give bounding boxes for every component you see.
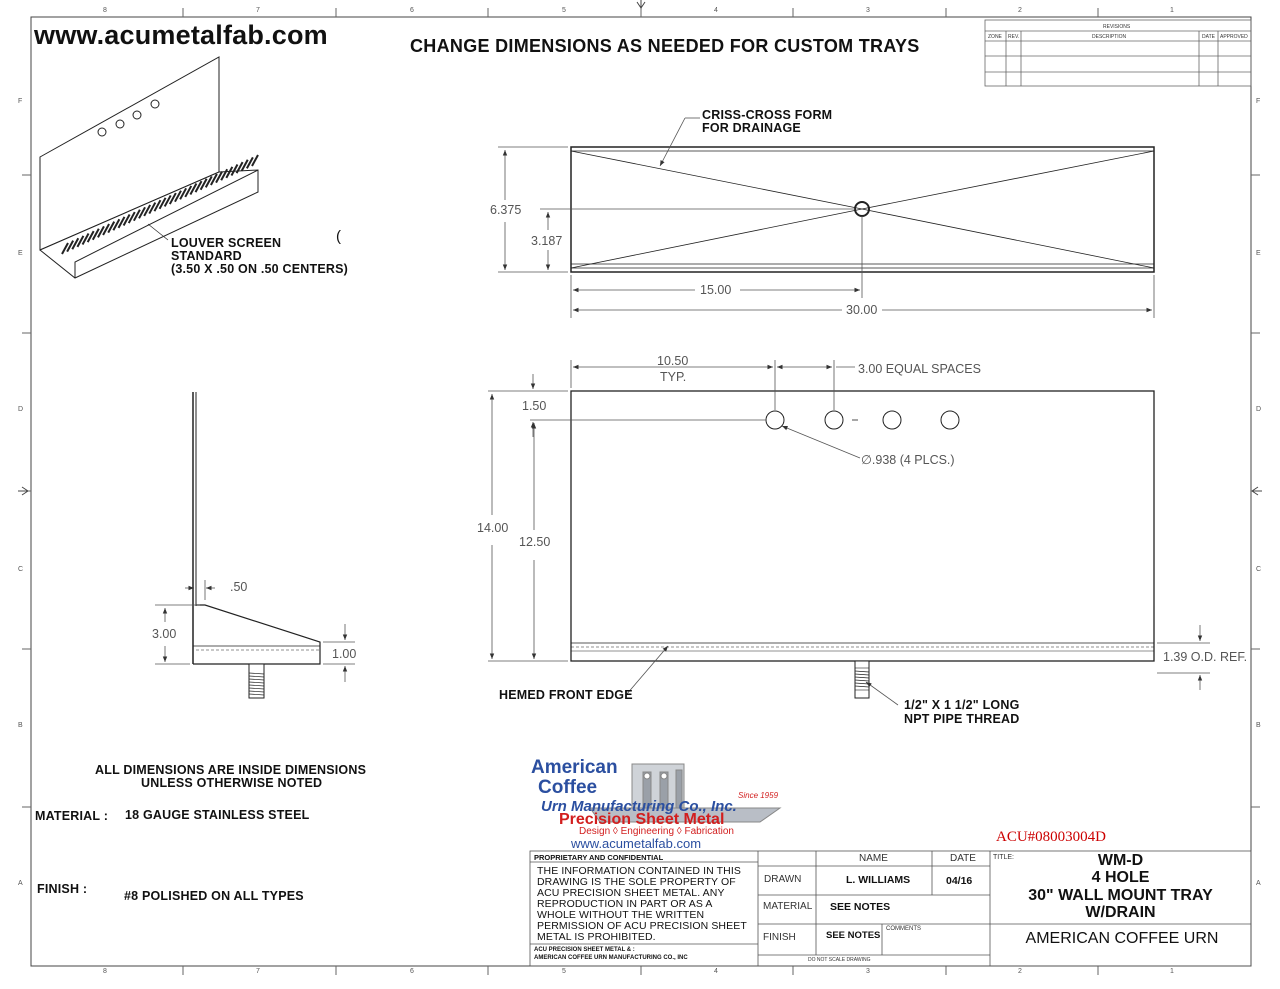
dim-first-hole: 10.50 <box>657 354 689 368</box>
rev-col-approved: APPROVED <box>1220 34 1248 40</box>
louver-callout-2: STANDARD <box>171 249 242 263</box>
stray-paren: ( <box>336 228 342 245</box>
zone-label: 2 <box>1018 968 1022 975</box>
part-number: ACU#08003004D <box>996 829 1107 845</box>
zone-label: 7 <box>256 7 260 14</box>
zone-label: 2 <box>1018 7 1022 14</box>
no-scale-note: DO NOT SCALE DRAWING <box>808 957 871 963</box>
finish-tb-value: SEE NOTES <box>826 930 881 941</box>
logo-since: Since 1959 <box>738 791 779 800</box>
dim-total-height: 14.00 <box>477 521 509 535</box>
website-header: www.acumetalfab.com <box>34 20 328 50</box>
finish-label: FINISH : <box>37 882 88 896</box>
zone-label: F <box>1256 98 1261 105</box>
material-label: MATERIAL : <box>35 809 109 823</box>
zone-label: F <box>18 98 23 105</box>
comments-label: COMMENTS <box>886 926 921 932</box>
dim-splash-height: 12.50 <box>519 535 551 549</box>
title-line-3: 30" WALL MOUNT TRAY <box>1028 887 1213 904</box>
zone-label: 1 <box>1170 7 1174 14</box>
finish-value: #8 POLISHED ON ALL TYPES <box>124 889 304 903</box>
top-view <box>571 147 1154 272</box>
material-tb-label: MATERIAL <box>763 901 813 912</box>
criss-cross-callout-1: CRISS-CROSS FORM <box>702 108 833 122</box>
rev-col-zone: ZONE <box>988 34 1002 40</box>
col-name: NAME <box>859 853 888 864</box>
dim-wall-thickness: .50 <box>230 580 248 594</box>
dim-width: 30.00 <box>846 303 878 317</box>
logo-website: www.acumetalfab.com <box>571 836 702 851</box>
dim-hole-spacing: 3.00 EQUAL SPACES <box>858 362 981 376</box>
drawn-date: 04/16 <box>946 875 973 887</box>
louver-callout-1: LOUVER SCREEN <box>171 236 282 250</box>
zone-label: 8 <box>103 7 107 14</box>
zone-label: 6 <box>410 7 414 14</box>
zone-label: D <box>18 406 24 413</box>
zone-label: 1 <box>1170 968 1174 975</box>
zone-label: 3 <box>866 7 870 14</box>
drawn-label: DRAWN <box>764 874 802 885</box>
dim-half-width: 15.00 <box>700 283 732 297</box>
front-view <box>571 391 1154 698</box>
zone-label: A <box>18 880 23 887</box>
title-label: TITLE: <box>993 854 1015 861</box>
revisions-title: REVISIONS <box>1103 24 1131 30</box>
title-line-4: W/DRAIN <box>1085 904 1156 921</box>
zone-label: B <box>18 722 23 729</box>
front-view-dims <box>488 360 1210 705</box>
custom-trays-note: CHANGE DIMENSIONS AS NEEDED FOR CUSTOM TRAYS <box>410 36 920 56</box>
inside-dims-note-2: UNLESS OTHERWISE NOTED <box>141 776 323 790</box>
dim-tray-height: 3.00 <box>152 627 177 641</box>
footer-line-1: ACU PRECISION SHEET METAL & : <box>534 947 635 953</box>
logo-precision: Precision Sheet Metal <box>559 811 725 828</box>
louver-slot <box>252 155 258 166</box>
logo-coffee: Coffee <box>538 777 598 798</box>
drain-callout-2: NPT PIPE THREAD <box>904 712 1020 726</box>
proprietary-title: PROPRIETARY AND CONFIDENTIAL <box>534 853 664 862</box>
material-tb-value: SEE NOTES <box>830 901 891 913</box>
rev-col-date: DATE <box>1202 34 1215 40</box>
dim-hole-from-top: 1.50 <box>522 399 547 413</box>
side-view <box>193 392 320 698</box>
zone-label: 7 <box>256 968 260 975</box>
top-view-dims <box>498 118 1154 318</box>
zone-label: 6 <box>410 968 414 975</box>
inside-dims-note-1: ALL DIMENSIONS ARE INSIDE DIMENSIONS <box>95 763 367 777</box>
material-value: 18 GAUGE STAINLESS STEEL <box>125 808 310 822</box>
company-name: AMERICAN COFFEE URN <box>1025 930 1219 947</box>
zone-label: E <box>1256 250 1261 257</box>
title-line-1: WM-D <box>1097 852 1144 869</box>
footer-line-2: AMERICAN COFFEE URN MANUFACTURING CO., INC <box>534 955 688 961</box>
dim-lip-height: 1.00 <box>332 647 357 661</box>
zone-label: A <box>1256 880 1261 887</box>
logo-american: American <box>531 757 618 778</box>
dim-hole-diameter: ∅.938 (4 PLCS.) <box>861 453 955 467</box>
zone-label: B <box>1256 722 1261 729</box>
col-date: DATE <box>950 853 976 864</box>
zone-label: 8 <box>103 968 107 975</box>
zone-label: C <box>1256 566 1262 573</box>
dim-tray-depth: 6.375 <box>490 203 522 217</box>
logo-services: Design ◊ Engineering ◊ Fabrication <box>579 826 734 837</box>
louver-callout-3: (3.50 X .50 ON .50 CENTERS) <box>171 262 348 276</box>
title-line-2: 4 HOLE <box>1091 869 1150 886</box>
zone-label: 5 <box>562 968 566 975</box>
hem-callout: HEMED FRONT EDGE <box>499 688 633 702</box>
dim-od-ref: 1.39 O.D. REF. <box>1163 650 1248 664</box>
zone-label: 4 <box>714 968 718 975</box>
zone-label: 4 <box>714 7 718 14</box>
dim-first-hole-typ: TYP. <box>660 370 687 384</box>
zone-label: C <box>18 566 24 573</box>
louver-slot <box>247 157 253 168</box>
rev-col-description: DESCRIPTION <box>1092 34 1127 40</box>
zone-label: 5 <box>562 7 566 14</box>
dim-half-depth: 3.187 <box>531 234 563 248</box>
zone-label: 3 <box>866 968 870 975</box>
louver-slot <box>242 160 248 171</box>
drawn-name: L. WILLIAMS <box>846 874 911 886</box>
criss-cross-callout-2: FOR DRAINAGE <box>702 121 801 135</box>
finish-tb-label: FINISH <box>763 932 796 943</box>
zone-label: D <box>1256 406 1262 413</box>
zone-label: E <box>18 250 23 257</box>
logo-urn-mfg: Urn Manufacturing Co., Inc. <box>541 798 737 815</box>
proprietary-text: THE INFORMATION CONTAINED IN THIS DRAWING IS THE SOLE PROPERTY OF ACU PRECISION SHEET METAL. ANY REPRODUCTION IN PART OR AS A WHOLE WITHOUT THE WRITTEN PERMISSION OF ACU PRECISION SHEET METAL IS PROHIBITED. <box>537 865 747 943</box>
drain-callout-1: 1/2" X 1 1/2" LONG <box>904 698 1020 712</box>
rev-col-rev: REV. <box>1008 34 1020 40</box>
